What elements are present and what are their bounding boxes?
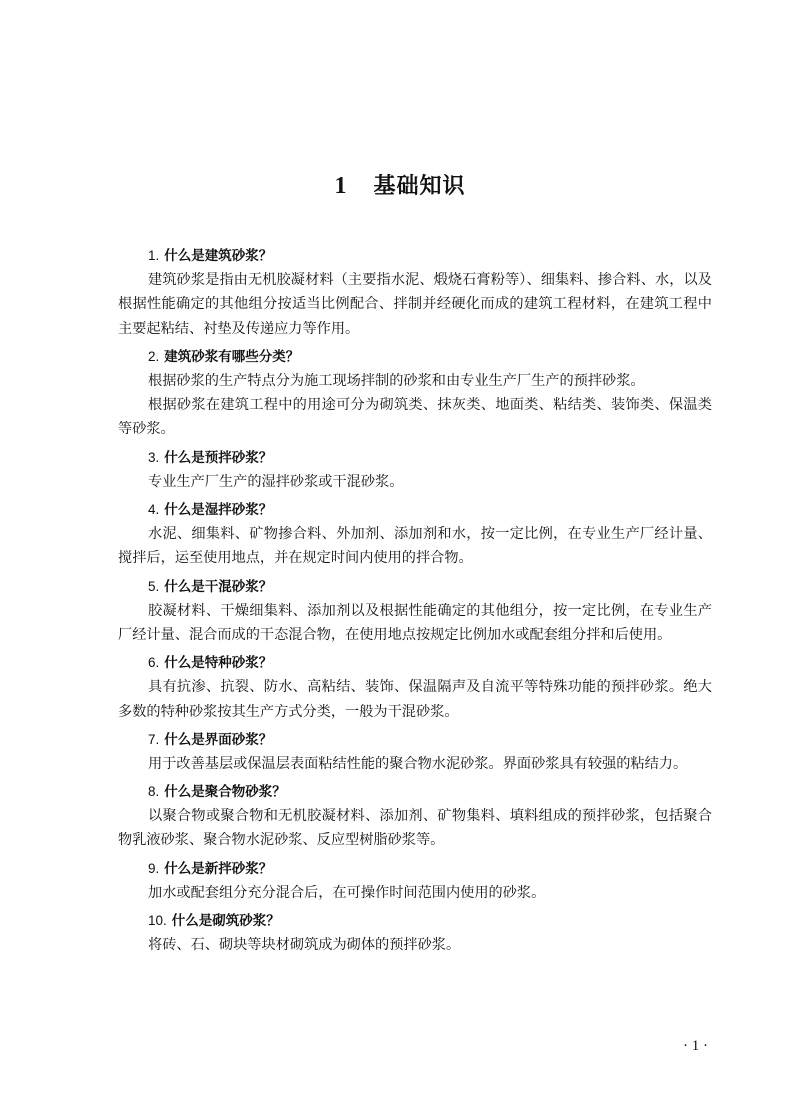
question-heading: [118, 498, 712, 522]
question-text: 什么是建筑砂浆？: [164, 248, 273, 264]
question-heading: [118, 651, 712, 675]
question-heading: [118, 345, 712, 369]
chapter-number: 1: [334, 173, 348, 199]
question-number: 10.: [148, 913, 167, 929]
question-heading: [118, 575, 712, 599]
qa-item: [118, 345, 712, 442]
question-text: 什么是砌筑砂浆？: [171, 913, 280, 930]
question-heading: [118, 857, 712, 881]
answer-paragraph: 胶凝材料、干燥细集料、添加剂以及根据性能确定的其他组分，按一定比例，在专业生产厂经计量、混合而成的干态混合物，在使用地点按规定比例加水或配套组分拌和后使用。: [118, 602, 712, 643]
qa-item: [118, 244, 712, 341]
question-number: 5.: [148, 578, 160, 594]
answer-paragraph: 水泥、细集料、矿物掺合料、外加剂、添加剂和水，按一定比例，在专业生产厂经计量、搅拌后，运至使用地点，并在规定时间内使用的拌合物。: [118, 526, 712, 567]
question-heading: [118, 244, 712, 268]
question-text: 什么是聚合物砂浆？: [164, 784, 286, 801]
qa-item: [118, 728, 712, 776]
question-number: 7.: [148, 731, 160, 747]
answer-paragraph: 根据砂浆的生产特点分为施工现场拌制的砂浆和由专业生产厂生产的预拌砂浆。: [148, 372, 645, 389]
chapter-title: [0, 168, 800, 205]
answer-paragraph: 根据砂浆在建筑工程中的用途可分为砌筑类、抹灰类、地面类、粘结类、装饰类、保温类等砂浆。: [118, 397, 712, 438]
answer-paragraph: 将砖、石、砌块等块材砌筑成为砌体的预拌砂浆。: [148, 937, 461, 954]
question-heading: [118, 909, 712, 933]
answer-paragraph: 建筑砂浆是指由无机胶凝材料（主要指水泥、煅烧石膏粉等）、细集料、掺合料、水，以及根据性能确定的其他组分按适当比例配合、拌制并经硬化而成的建筑工程材料，在建筑工程中主要起粘结、衬垫及传递应力等作用。: [118, 272, 712, 337]
question-text: 建筑砂浆有哪些分类？: [164, 348, 300, 365]
question-number: 2.: [148, 348, 160, 364]
qa-item: [118, 909, 712, 957]
question-text: 什么是特种砂浆？: [164, 655, 273, 672]
question-text: 什么是预拌砂浆？: [164, 449, 273, 466]
qa-list: [118, 240, 712, 957]
answer-paragraph: 具有抗渗、抗裂、防水、高粘结、装饰、保温隔声及自流平等特殊功能的预拌砂浆。绝大多数的特种砂浆按其生产方式分类，一般为干混砂浆。: [118, 679, 712, 720]
qa-item: [118, 651, 712, 724]
page-number: · 1 ·: [683, 1038, 708, 1054]
answer-paragraph: 以聚合物或聚合物和无机胶凝材料、添加剂、矿物集料、填料组成的预拌砂浆，包括聚合物乳液砂浆、聚合物水泥砂浆、反应型树脂砂浆等。: [118, 808, 712, 849]
question-heading: [118, 446, 712, 470]
qa-item: [118, 446, 712, 494]
question-text: 什么是新拌砂浆？: [164, 860, 273, 877]
question-heading: [118, 780, 712, 804]
answer-paragraph: 专业生产厂生产的湿拌砂浆或干混砂浆。: [148, 473, 404, 490]
qa-item: [118, 498, 712, 571]
question-heading: [118, 728, 712, 752]
qa-item: [118, 575, 712, 648]
qa-item: [118, 857, 712, 905]
question-number: 3.: [148, 449, 160, 465]
question-number: 9.: [148, 860, 160, 876]
question-text: 什么是干混砂浆？: [164, 578, 273, 595]
chapter-heading: 基础知识: [373, 174, 466, 199]
answer-paragraph: 加水或配套组分充分混合后，在可操作时间范围内使用的砂浆。: [148, 884, 546, 901]
question-number: 1.: [148, 248, 160, 263]
question-number: 4.: [148, 502, 160, 518]
answer-paragraph: 用于改善基层或保温层表面粘结性能的聚合物水泥砂浆。界面砂浆具有较强的粘结力。: [148, 755, 688, 772]
question-number: 8.: [148, 784, 160, 800]
qa-item: [118, 780, 712, 853]
question-text: 什么是湿拌砂浆？: [164, 502, 273, 519]
question-text: 什么是界面砂浆？: [164, 731, 273, 748]
question-number: 6.: [148, 655, 160, 671]
